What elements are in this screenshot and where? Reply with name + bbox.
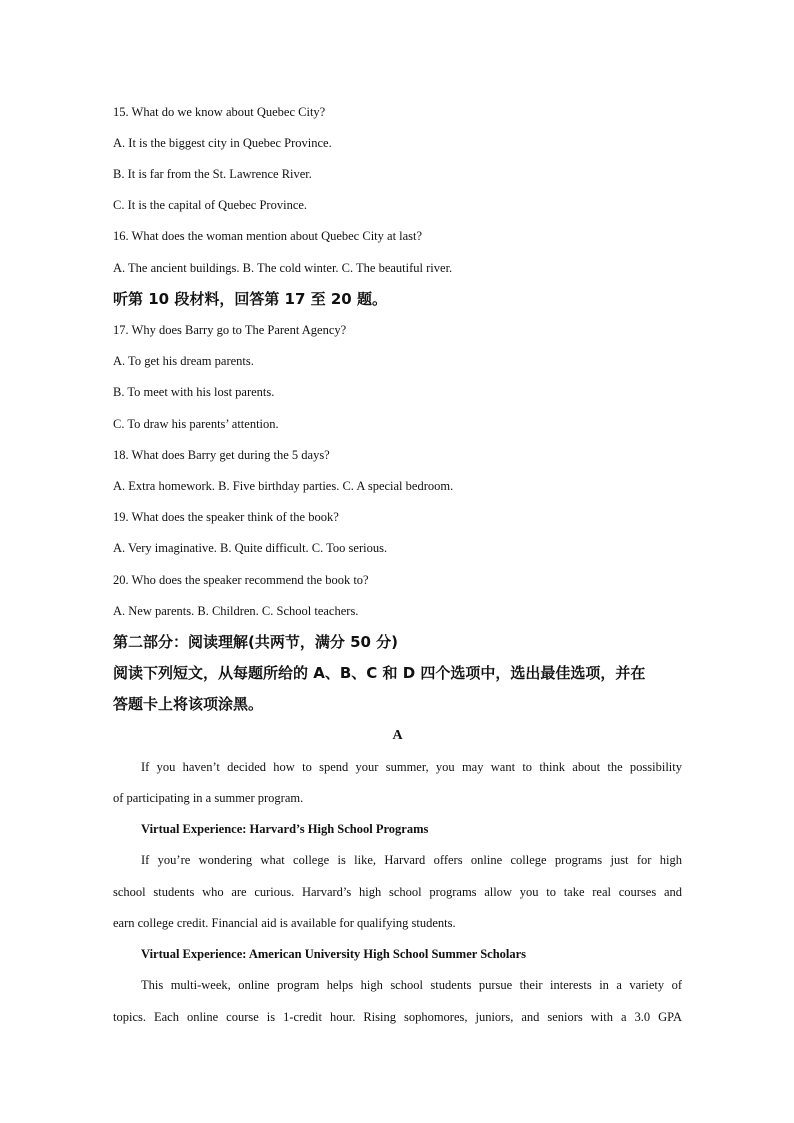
question-16: 16. What does the woman mention about Quebec City at last? [113, 229, 423, 243]
intro-line-1: If you haven’t decided how to spend your summer, you may want to think about the possibility [141, 760, 682, 774]
q15-option-c: C. It is the capital of Quebec Province. [113, 198, 308, 212]
q20-options: A. New parents. B. Children. C. School teachers. [113, 604, 359, 618]
q19-options: A. Very imaginative. B. Quite difficult. C. Too serious. [113, 541, 388, 555]
q18-options: A. Extra homework. B. Five birthday parties. C. A special bedroom. [113, 479, 454, 493]
question-18: 18. What does Barry get during the 5 days? [113, 448, 330, 462]
program1-line-2: school students who are curious. Harvard’s high school programs allow you to take real courses and [113, 885, 682, 899]
part2-instruction-line2: 答题卡上将该项涂黑。 [113, 695, 264, 713]
question-17: 17. Why does Barry go to The Parent Agency? [113, 323, 347, 337]
q15-option-b: B. It is far from the St. Lawrence River. [113, 167, 312, 181]
q17-option-c: C. To draw his parents’ attention. [113, 417, 279, 431]
passage-label: A [392, 728, 403, 743]
question-15: 15. What do we know about Quebec City? [113, 105, 326, 119]
question-19: 19. What does the speaker think of the book? [113, 510, 339, 524]
section-10-heading: 听第 10 段材料，回答第 17 至 20 题。 [113, 290, 387, 308]
program1-line-1: If you’re wondering what college is like, Harvard offers online college programs just for high [141, 853, 682, 867]
q17-option-a: A. To get his dream parents. [113, 354, 254, 368]
question-20: 20. Who does the speaker recommend the book to? [113, 573, 369, 587]
part2-heading: 第二部分：阅读理解(共两节，满分 50 分) [113, 633, 399, 651]
part2-instruction-line1: 阅读下列短文，从每题所给的 A、B、C 和 D 四个选项中，选出最佳选项，并在 [113, 664, 646, 682]
intro-line-2: of participating in a summer program. [113, 791, 304, 805]
program2-title: Virtual Experience: American University High School Summer Scholars [141, 947, 527, 961]
q15-option-a: A. It is the biggest city in Quebec Province. [113, 136, 332, 150]
q16-options: A. The ancient buildings. B. The cold winter. C. The beautiful river. [113, 261, 453, 275]
q17-option-b: B. To meet with his lost parents. [113, 385, 275, 399]
program1-title: Virtual Experience: Harvard’s High School Programs [141, 822, 429, 836]
program2-line-2: topics. Each online course is 1-credit hour. Rising sophomores, juniors, and seniors with a 3.0 GPA [113, 1010, 682, 1024]
program1-line-3: earn college credit. Financial aid is available for qualifying students. [113, 916, 456, 930]
program2-line-1: This multi-week, online program helps high school students pursue their interests in a variety of [141, 978, 682, 992]
